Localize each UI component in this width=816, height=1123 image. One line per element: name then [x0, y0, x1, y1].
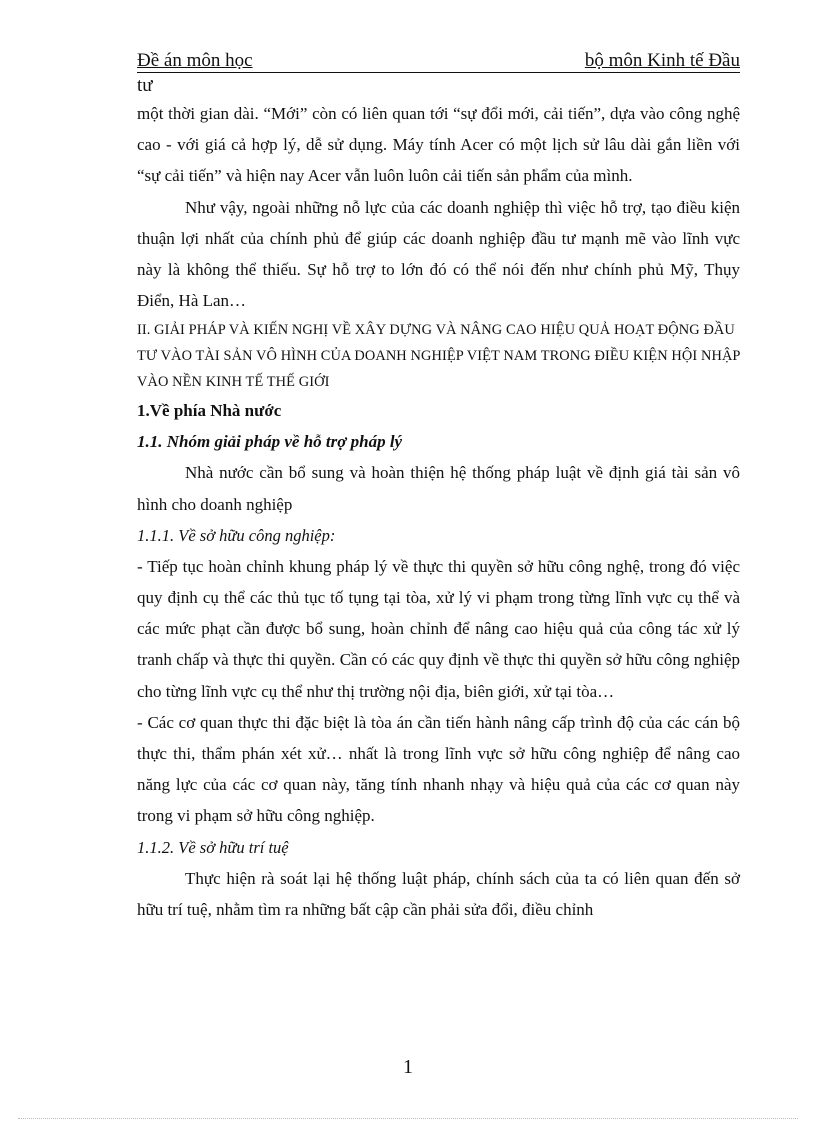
- document-body: [137, 98, 740, 925]
- paragraph: một thời gian dài. “Mới” còn có liên quan tới “sự đổi mới, cải tiến”, dựa vào công nghệ cao - với giá cả hợp lý, dễ sử dụng. Máy tính Acer có một lịch sử lâu dài gắn liền với “sự cải tiến” và hiện nay Acer vẫn luôn luôn cải tiến sản phẩm của mình.: [137, 104, 740, 186]
- heading-level-3: 1.1.2. Về sở hữu trí tuệ: [137, 837, 289, 857]
- page-header: [137, 50, 740, 73]
- page-number: 1: [403, 1056, 413, 1078]
- paragraph: - Các cơ quan thực thi đặc biệt là tòa án cần tiến hành nâng cấp trình độ của các cán bộ thực thi, thẩm phán xét xử… nhất là trong lĩnh vực sở hữu công nghiệp để nâng cao năng lực của các cơ quan này, tăng tính nhanh nhạy và hiệu quả của các cơ quan này trong vi phạm sở hữu công nghiệp.: [137, 712, 740, 826]
- section-heading: II. GIẢI PHÁP VÀ KIẾN NGHỊ VỀ XÂY DỰNG VÀ NÂNG CAO HIỆU QUẢ HOẠT ĐỘNG ĐẦU TƯ VÀO TÀI SẢN VÔ HÌNH CỦA DOANH NGHIỆP VIỆT NAM TRONG ĐIỀU KIỆN HỘI NHẬP VÀO NỀN KINH TẾ THẾ GIỚI: [137, 322, 741, 391]
- paragraph: - Tiếp tục hoàn chỉnh khung pháp lý về thực thi quyền sở hữu công nghệ, trong đó việc quy định cụ thể các thủ tục tố tụng tại tòa, xử lý vi phạm trong từng lĩnh vực cụ thể và các mức phạt cần được bổ sung, hoàn chỉnh để nâng cao hiệu quả của công tác xử lý tranh chấp và thực thi quyền. Cần có các quy định về thực thi quyền sở hữu công nghiệp cho từng lĩnh vực cụ thể như thị trường nội địa, biên giới, xử tại tòa…: [137, 556, 740, 701]
- heading-level-3: 1.1.1. Về sở hữu công nghiệp:: [137, 525, 336, 545]
- header-continuation: tư: [137, 75, 153, 96]
- header-course-title: Đề án môn học: [137, 50, 253, 71]
- paragraph: Nhà nước cần bổ sung và hoàn thiện hệ thống pháp luật về định giá tài sản vô hình cho doanh nghiệp: [137, 463, 740, 514]
- heading-level-2: 1.1. Nhóm giải pháp về hỗ trợ pháp lý: [137, 432, 403, 452]
- header-department: bộ môn Kinh tế Đầu: [584, 50, 740, 71]
- heading-level-1: 1.Về phía Nhà nước: [137, 401, 282, 421]
- paragraph: Thực hiện rà soát lại hệ thống luật pháp, chính sách của ta có liên quan đến sở hữu trí tuệ, nhằm tìm ra những bất cập cần phải sửa đổi, điều chỉnh: [137, 868, 740, 919]
- paragraph: Như vậy, ngoài những nỗ lực của các doanh nghiệp thì việc hỗ trợ, tạo điều kiện thuận lợi nhất của chính phủ để giúp các doanh nghiệp đầu tư mạnh mẽ vào lĩnh vực này là không thể thiếu. Sự hỗ trợ to lớn đó có thể nói đến như chính phủ Mỹ, Thụy Điển, Hà Lan…: [137, 197, 740, 311]
- page-bottom-rule: [18, 1118, 798, 1119]
